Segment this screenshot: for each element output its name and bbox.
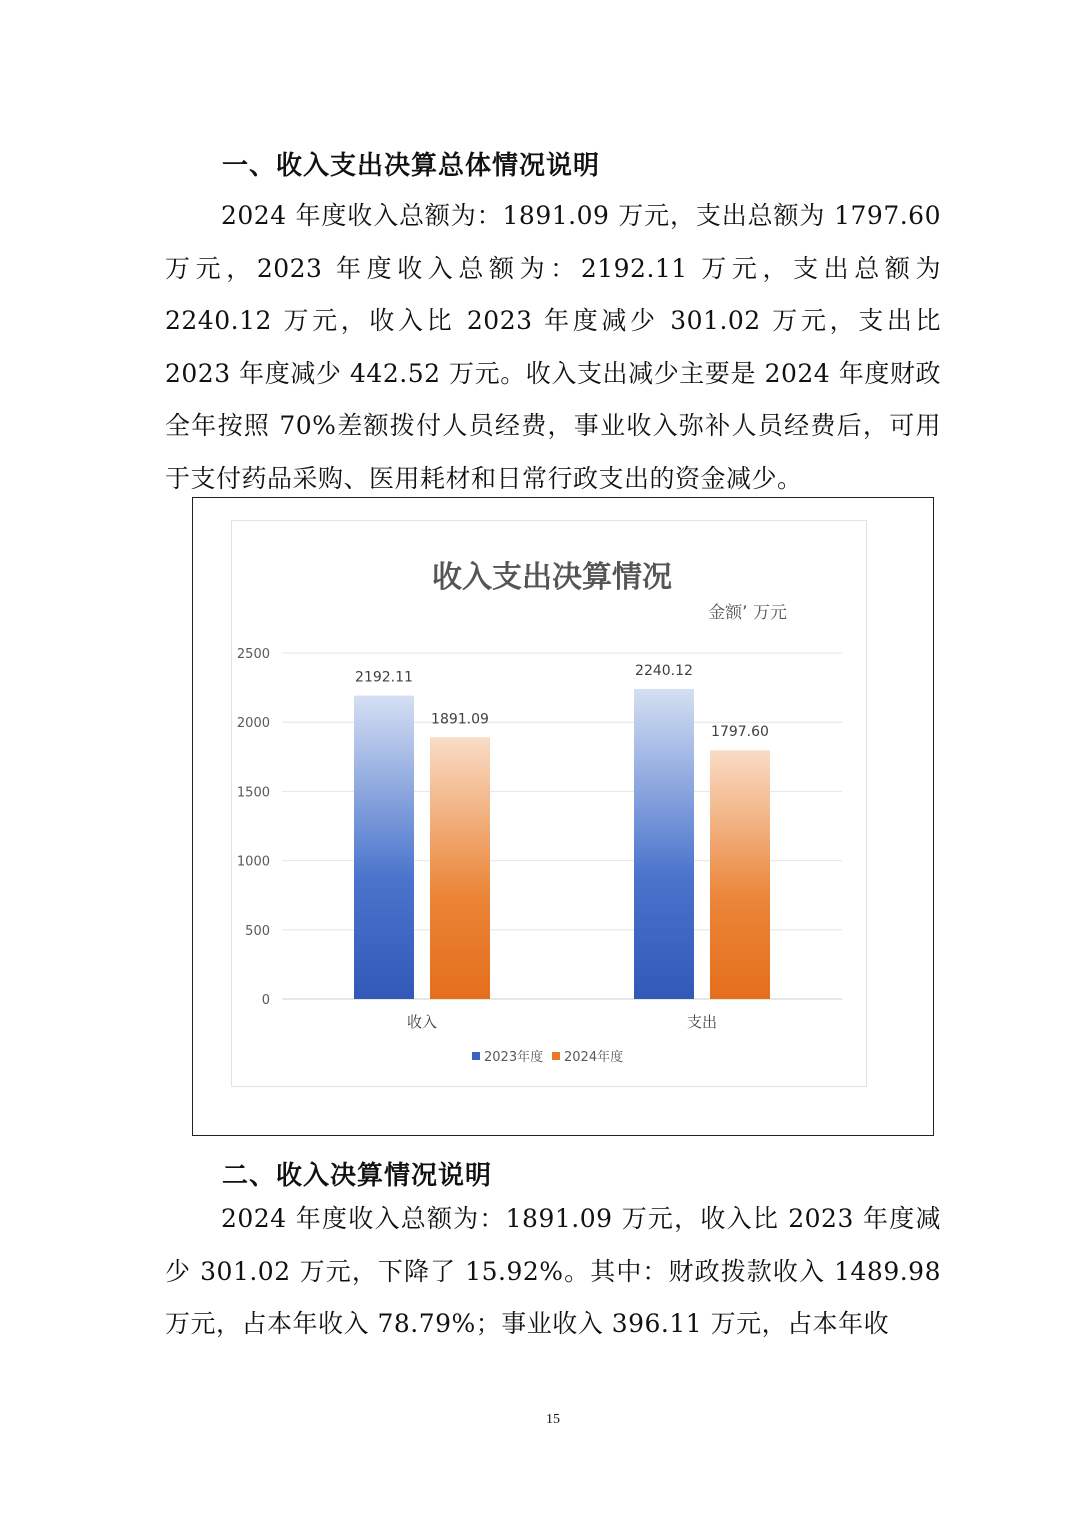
y-tick-label: 2000 <box>236 716 270 732</box>
legend-swatch <box>552 1052 560 1060</box>
chart-frame <box>192 497 934 1136</box>
chart-title: 收入支出决算情况 <box>432 560 672 595</box>
chart-area <box>231 520 867 1087</box>
section-1-paragraph: 2024 年度收入总额为：1891.09 万元，支出总额为 1797.60 万元，2023 年度收入总额为：2192.11 万元，支出总额为 2240.12 万元，收入比 2023 年度减少 301.02 万元，支出比 2023 年度减少 442.52 万元。收入支出减少主要是 2024 年度财政全年按照 70%差额拨付人员经费，事业收入弥补人员经费后，可用于支付药品采购、医用耗材和日常行政支出的资金减少。 <box>165 201 941 493</box>
bar-2023年度-收入 <box>354 696 414 999</box>
bar-2024年度-收入 <box>430 737 490 999</box>
data-label: 1891.09 <box>431 711 489 728</box>
bar-2023年度-支出 <box>634 689 694 999</box>
data-label: 1797.60 <box>711 724 769 741</box>
x-tick-label: 收入 <box>406 1013 438 1031</box>
y-tick-label: 1500 <box>236 785 270 801</box>
legend-swatch <box>472 1052 480 1060</box>
data-label: 2240.12 <box>635 662 693 679</box>
data-label: 2192.11 <box>355 669 413 686</box>
x-tick-label: 支出 <box>686 1013 718 1031</box>
section-2-paragraph: 2024 年度收入总额为：1891.09 万元，收入比 2023 年度减少 301.02 万元，下降了 15.92%。其中：财政拨款收入 1489.98 万元，占本年收入 78.79%；事业收入 396.11 万元，占本年收 <box>165 1204 941 1338</box>
section-2-heading: 二、收入决算情况说明 <box>222 1161 493 1191</box>
page-number: 15 <box>546 1412 560 1427</box>
y-tick-label: 2500 <box>236 647 270 662</box>
income-expense-chart <box>232 521 866 1086</box>
chart-unit-label: 金额’ 万元 <box>708 603 787 623</box>
y-tick-label: 0 <box>261 993 270 1008</box>
bar-2024年度-支出 <box>710 750 770 999</box>
legend-label: 2023年度 <box>484 1050 544 1065</box>
y-tick-label: 500 <box>245 923 270 939</box>
y-tick-label: 1000 <box>236 854 270 870</box>
legend-label: 2024年度 <box>564 1050 624 1065</box>
section-1-heading: 一、收入支出决算总体情况说明 <box>222 151 601 181</box>
